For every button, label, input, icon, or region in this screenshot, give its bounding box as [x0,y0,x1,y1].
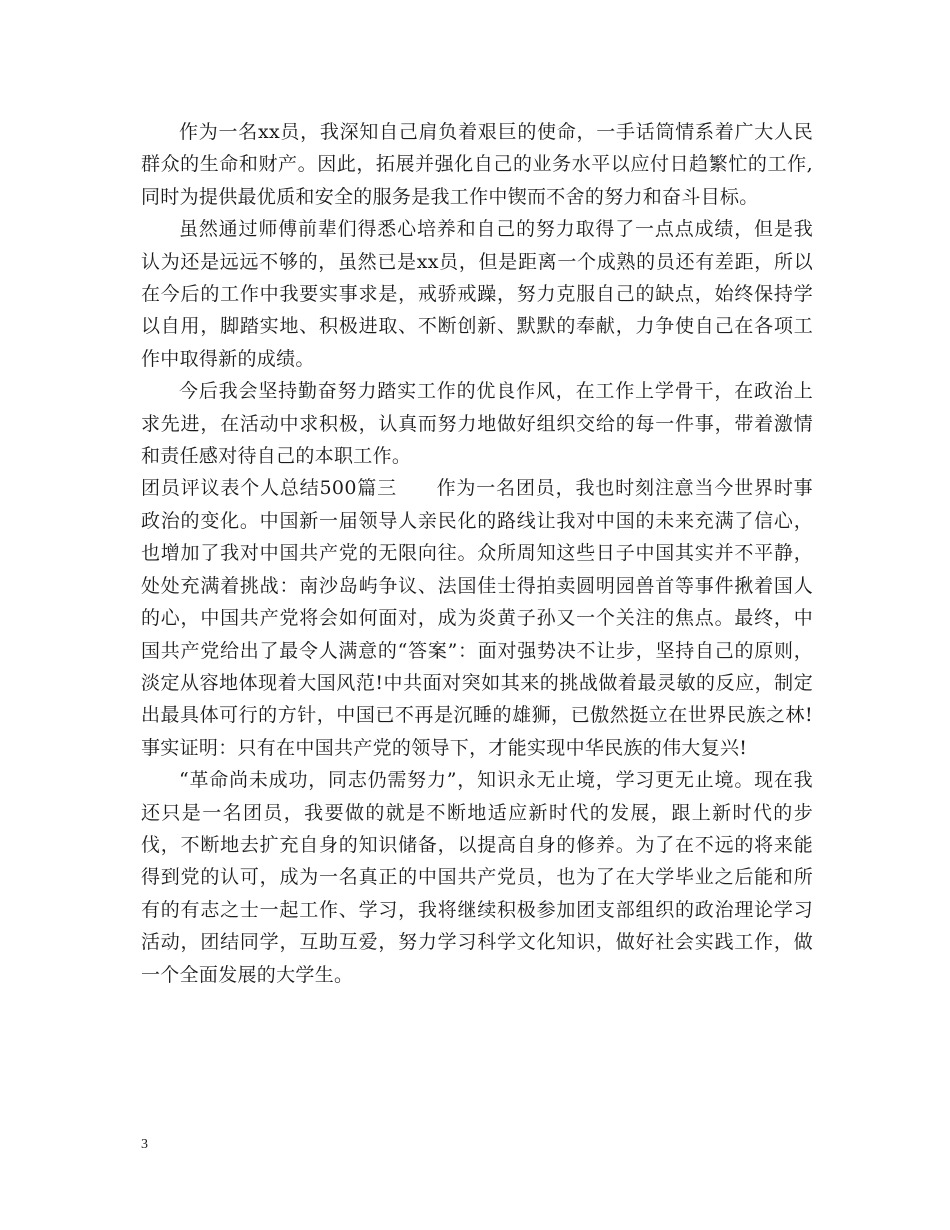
paragraph-duty: 作为一名xx员，我深知自己肩负着艰巨的使命，一手话筒情系着广大人民群众的生命和财产。因此，拓展并强化自己的业务水平以应付日趋繁忙的工作,同时为提供最优质和安全的服务是我工作中锲而不舍的努力和奋斗目标。 [141,121,813,208]
paragraph-growth: 虽然通过师傅前辈们得悉心培养和自己的努力取得了一点点成绩，但是我认为还是远远不够的，虽然已是xx员，但是距离一个成熟的员还有差距，所以在今后的工作中我要实事求是，戒骄戒躁，努力克服自己的缺点，始终保持学以自用，脚踏实地、积极进取、不断创新、默默的奉献，力争使自己在各项工作中取得新的成绩。 [141,218,813,370]
paragraph-closing: “革命尚未成功，同志仍需努力”，知识永无止境，学习更无止境。现在我还只是一名团员，我要做的就是不断地适应新时代的发展，跟上新时代的步伐，不断地去扩充自身的知识储备，以提高自身的修养。为了在不远的将来能得到党的认可，成为一名真正的中国共产党员，也为了在大学毕业之后能和所有的有志之士一起工作、学习，我将继续积极参加团支部组织的政治理论学习活动，团结同学，互助互爱，努力学习科学文化知识，做好社会实践工作，做一个全面发展的大学生。 [141,769,813,986]
page-number: 3 [141,1137,148,1152]
paragraph-future-work: 今后我会坚持勤奋努力踏实工作的优良作风，在工作上学骨干，在政治上求先进，在活动中求积极，认真而努力地做好组织交给的每一件事，带着激情和责任感对待自己的本职工作。 [141,380,813,468]
document-body [141,116,813,991]
paragraph-section-three: 团员评议表个人总结500篇三 作为一名团员，我也时刻注意当今世界时事政治的变化。中国新一届领导人亲民化的路线让我对中国的未来充满了信心，也增加了我对中国共产党的无限向往。众所周知这些日子中国其实并不平静，处处充满着挑战：南沙岛屿争议、法国佳士得拍卖圆明园兽首等事件揪着国人的心，中国共产党将会如何面对，成为炎黄子孙又一个关注的焦点。最终，中国共产党给出了最令人满意的“答案”：面对强势决不让步，坚持自己的原则，淡定从容地体现着大国风范!中共面对突如其来的挑战做着最灵敏的反应，制定出最具体可行的方针，中国已不再是沉睡的雄狮，已傲然挺立在世界民族之林!事实证明：只有在中国共产党的领导下，才能实现中华民族的伟大复兴! [141,477,813,759]
